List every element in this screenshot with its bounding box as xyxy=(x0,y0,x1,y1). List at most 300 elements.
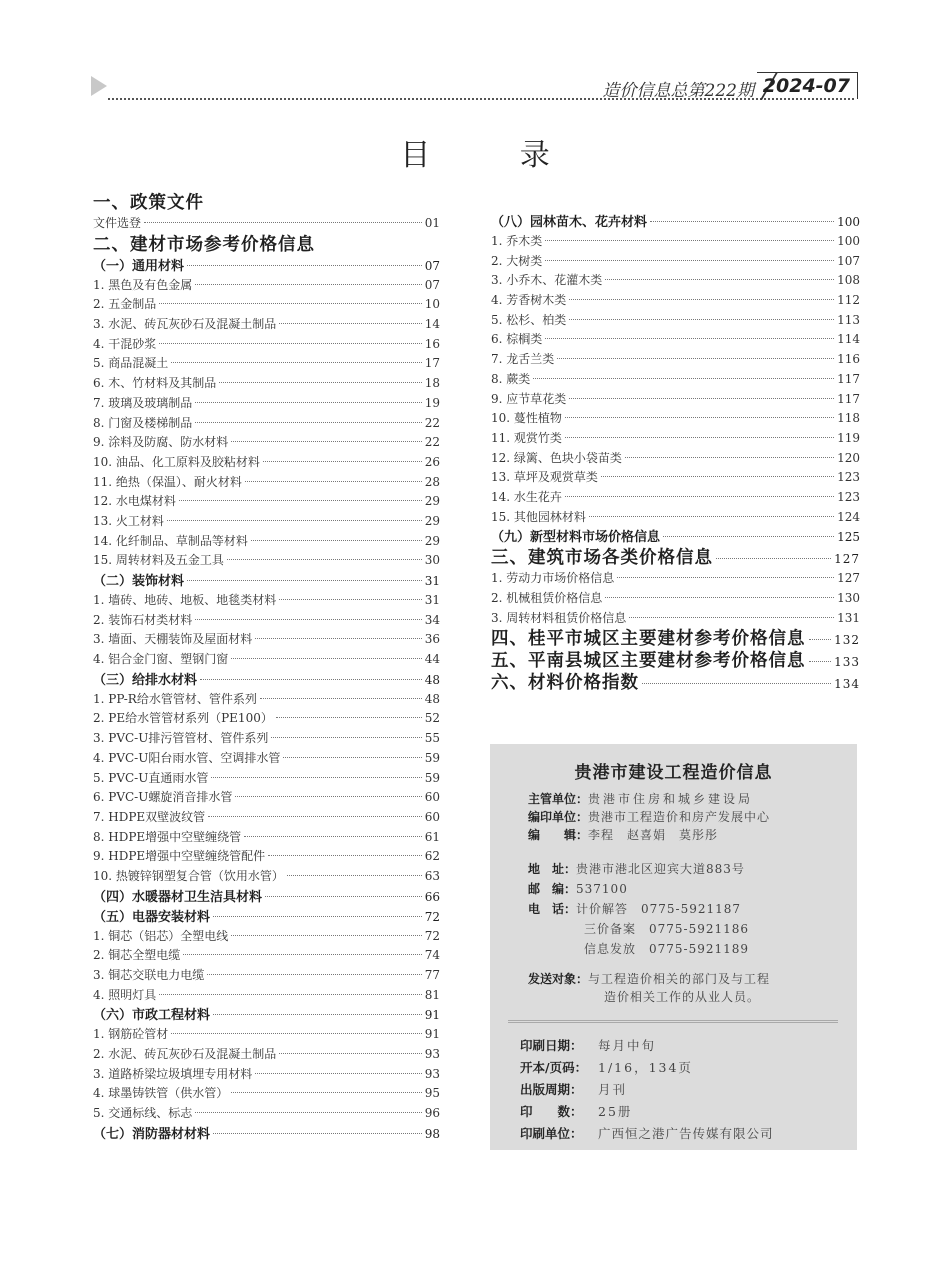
toc-page-number: 01 xyxy=(424,216,440,230)
toc-entry[interactable] xyxy=(93,492,440,512)
toc-entry[interactable] xyxy=(491,569,860,589)
toc-entry-label: 6. 棕榈类 xyxy=(491,332,543,347)
toc-entry[interactable] xyxy=(491,508,860,528)
toc-leader-dots xyxy=(533,378,834,379)
toc-leader-dots xyxy=(219,382,421,383)
toc-page-number: 131 xyxy=(837,610,860,625)
toc-entry[interactable] xyxy=(93,1065,440,1085)
toc-entry-label: （五）电器安装材料 xyxy=(93,909,211,925)
toc-entry-label: 文件选登 xyxy=(93,216,142,230)
toc-leader-dots xyxy=(545,260,834,261)
toc-entry[interactable] xyxy=(93,946,440,966)
postcode-row xyxy=(528,880,628,898)
toc-leader-dots xyxy=(208,816,422,817)
toc-entry-label: （二）装饰材料 xyxy=(93,574,185,589)
toc-leader-dots xyxy=(213,1014,422,1015)
toc-entry[interactable] xyxy=(93,276,440,296)
toc-entry-label: 10. 蔓性植物 xyxy=(491,411,562,426)
publication-title: 贵港市建设工程造价信息 xyxy=(574,763,773,783)
toc-page-number: 130 xyxy=(837,591,860,605)
toc-page-number: 60 xyxy=(424,809,440,824)
toc-leader-dots xyxy=(213,916,422,917)
toc-page-number: 36 xyxy=(424,632,440,647)
toc-page-number: 120 xyxy=(837,450,860,465)
toc-leader-dots xyxy=(279,323,421,324)
toc-leader-dots xyxy=(589,516,834,517)
toc-entry[interactable] xyxy=(93,729,440,749)
toc-page-number: 125 xyxy=(837,530,860,545)
toc-entry[interactable] xyxy=(93,986,440,1006)
print-date-label: 印刷日期： xyxy=(520,1038,583,1053)
editor-unit-label: 编印单位： xyxy=(528,810,589,824)
toc-entry-label: 1. 钢筋砼管材 xyxy=(93,1027,169,1042)
format-value: 1/16，134页 xyxy=(598,1060,693,1075)
toc-entry[interactable] xyxy=(93,1084,440,1104)
toc-entry-label: 2. 五金制品 xyxy=(93,297,157,312)
toc-page-number: 77 xyxy=(424,968,440,982)
toc-leader-dots xyxy=(545,240,834,241)
toc-entry[interactable] xyxy=(491,311,860,331)
postcode-value: 537100 xyxy=(576,882,628,896)
toc-leader-dots xyxy=(642,683,831,684)
toc-page-number: 14 xyxy=(424,317,440,332)
toc-page-number: 124 xyxy=(837,509,860,524)
toc-entry-label: 4. 芳香树木类 xyxy=(491,293,567,308)
editors-label: 编 辑： xyxy=(528,828,589,842)
toc-entry-label: 13. 草坪及观赏草类 xyxy=(491,470,598,485)
toc-page-number: 52 xyxy=(424,711,440,726)
toc-page-number: 91 xyxy=(424,1027,440,1042)
toc-entry[interactable] xyxy=(93,591,440,611)
toc-page-number: 123 xyxy=(837,470,860,485)
toc-page-number: 134 xyxy=(834,677,860,692)
toc-entry-label: 2. 装饰石材类材料 xyxy=(93,612,193,627)
toc-page-number: 07 xyxy=(424,258,440,273)
toc-entry-label: 4. 球墨铸铁管（供水管） xyxy=(93,1086,229,1101)
toc-entry-label: 9. 涂料及防腐、防水材料 xyxy=(93,435,229,450)
toc-entry[interactable] xyxy=(93,551,440,571)
toc-leader-dots xyxy=(159,343,421,344)
phone-label: 电 话： xyxy=(528,902,577,916)
toc-leader-dots xyxy=(231,935,421,936)
toc-page-number: 100 xyxy=(837,215,860,229)
toc-page-number: 107 xyxy=(837,253,860,268)
toc-entry-label: 1. 乔木类 xyxy=(491,234,543,248)
toc-leader-dots xyxy=(283,757,421,758)
toc-entry-label: 一、政策文件 xyxy=(93,193,204,213)
toc-leader-dots xyxy=(255,1073,421,1074)
toc-leader-dots xyxy=(251,540,422,541)
toc-leader-dots xyxy=(809,639,832,640)
toc-subsection-heading[interactable] xyxy=(93,256,440,276)
toc-entry[interactable] xyxy=(93,828,440,848)
toc-entry-label: 6. PVC-U螺旋消音排水管 xyxy=(93,790,233,805)
toc-entry-label: 7. HDPE双壁波纹管 xyxy=(93,809,206,824)
print-date-row xyxy=(520,1036,656,1056)
toc-page-number: 113 xyxy=(837,312,860,327)
toc-entry[interactable] xyxy=(93,394,440,414)
toc-entry-label: 15. 周转材料及五金工具 xyxy=(93,553,224,568)
toc-leader-dots xyxy=(663,536,834,537)
toc-leader-dots xyxy=(260,698,422,699)
toc-page-number: 07 xyxy=(424,277,440,292)
issue-date: 2024-07 xyxy=(762,75,850,97)
toc-entry[interactable] xyxy=(93,867,440,887)
toc-leader-dots xyxy=(569,319,834,320)
phone-line-1: 计价解答 0775-5921187 xyxy=(576,902,742,916)
toc-entry-label: 12. 水电煤材料 xyxy=(93,494,176,509)
toc-subsection-heading[interactable] xyxy=(93,571,440,591)
toc-leader-dots xyxy=(195,284,421,285)
toc-entry[interactable] xyxy=(93,315,440,335)
toc-page-number: 81 xyxy=(424,987,440,1002)
toc-entry[interactable] xyxy=(93,630,440,650)
toc-entry[interactable] xyxy=(93,788,440,808)
toc-entry-label: 4. 照明灯具 xyxy=(93,987,157,1002)
triangle-marker-icon xyxy=(91,76,107,96)
toc-leader-dots xyxy=(268,855,422,856)
toc-page-number: 62 xyxy=(424,849,440,864)
toc-entry[interactable] xyxy=(491,488,860,508)
toc-entry[interactable] xyxy=(491,330,860,350)
toc-section-heading[interactable] xyxy=(93,234,440,256)
toc-leader-dots xyxy=(716,558,831,559)
toc-entry-label: （三）给排水材料 xyxy=(93,672,198,688)
toc-entry[interactable] xyxy=(93,414,440,434)
period-value: 月刊 xyxy=(598,1082,628,1097)
toc-entry-label: 3. 道路桥梁垃圾填埋专用材料 xyxy=(93,1066,253,1081)
toc-page-number: 29 xyxy=(424,533,440,548)
address-value: 贵港市港北区迎宾大道883号 xyxy=(576,862,745,876)
toc-section-heading[interactable] xyxy=(491,650,860,672)
toc-leader-dots xyxy=(545,338,834,339)
toc-entry[interactable] xyxy=(93,473,440,493)
toc-page-number: 72 xyxy=(424,928,440,943)
toc-entry-label: 8. 蕨类 xyxy=(491,371,531,386)
toc-page-number: 29 xyxy=(424,494,440,509)
toc-entry[interactable] xyxy=(491,291,860,311)
toc-leader-dots xyxy=(167,520,422,521)
toc-entry[interactable] xyxy=(491,271,860,291)
toc-leader-dots xyxy=(605,597,834,598)
toc-page-number: 108 xyxy=(837,273,860,288)
toc-page-number: 22 xyxy=(424,435,440,450)
toc-entry-label: 5. 交通标线、标志 xyxy=(93,1106,193,1121)
toc-page-number: 44 xyxy=(424,652,440,667)
audience-line-2: 造价相关工作的从业人员。 xyxy=(604,990,761,1004)
toc-entry[interactable] xyxy=(93,335,440,355)
toc-entry-label: 1. 铜芯（铝芯）全塑电线 xyxy=(93,928,229,943)
toc-leader-dots xyxy=(245,481,422,482)
toc-leader-dots xyxy=(625,457,834,458)
toc-page-number: 118 xyxy=(837,411,860,426)
toc-leader-dots xyxy=(195,402,421,403)
toc-entry-label: 2. PE给水管管材系列（PE100） xyxy=(93,711,273,726)
toc-leader-dots xyxy=(179,500,422,501)
toc-leader-dots xyxy=(601,476,834,477)
toc-leader-dots xyxy=(565,496,834,497)
toc-page-number: 116 xyxy=(837,352,860,367)
toc-leader-dots xyxy=(569,299,834,300)
toc-entry[interactable] xyxy=(491,350,860,370)
toc-page-number: 48 xyxy=(424,691,440,706)
toc-page-number: 59 xyxy=(424,750,440,765)
toc-leader-dots xyxy=(227,559,422,560)
toc-page-number: 59 xyxy=(424,770,440,785)
format-label: 开本/页码： xyxy=(520,1060,588,1075)
toc-entry[interactable] xyxy=(93,769,440,789)
toc-entry[interactable] xyxy=(93,690,440,710)
toc-entry[interactable] xyxy=(93,927,440,947)
editors-row xyxy=(528,826,718,844)
address-row xyxy=(528,860,745,878)
toc-entry-label: （四）水暖器材卫生洁具材料 xyxy=(93,889,263,905)
toc-leader-dots xyxy=(255,638,421,639)
toc-leader-dots xyxy=(605,279,834,280)
toc-entry[interactable] xyxy=(93,1045,440,1065)
toc-page-number: 91 xyxy=(424,1008,440,1023)
toc-section-heading[interactable] xyxy=(491,628,860,650)
toc-entry-label: 11. 绝热（保温）、耐火材料 xyxy=(93,474,242,489)
toc-page-number: 100 xyxy=(837,234,860,248)
toc-entry-label: 6. 木、竹材料及其制品 xyxy=(93,376,217,391)
toc-entry-label: 3. 铜芯交联电力电缆 xyxy=(93,968,205,982)
toc-entry[interactable] xyxy=(93,709,440,729)
phone-line-2: 三价备案 0775-5921186 xyxy=(584,922,750,936)
toc-page-number: 31 xyxy=(424,593,440,607)
toc-leader-dots xyxy=(617,577,834,578)
toc-subsection-heading[interactable] xyxy=(93,907,440,927)
toc-entry-label: 9. 应节草花类 xyxy=(491,391,567,406)
toc-entry-label: 六、材料价格指数 xyxy=(491,673,639,694)
toc-subsection-heading[interactable] xyxy=(93,1124,440,1144)
toc-page-number: 17 xyxy=(424,356,440,371)
phone-line-3: 信息发放 0775-5921189 xyxy=(584,942,750,956)
toc-entry[interactable] xyxy=(93,354,440,374)
toc-entry-label: 1. 黑色及有色金属 xyxy=(93,277,193,292)
toc-page-number: 112 xyxy=(837,293,860,308)
audience-line-1: 与工程造价相关的部门及与工程 xyxy=(588,972,771,986)
page-title: 目 录 xyxy=(400,138,590,173)
printer-value: 广西恒之港广告传媒有限公司 xyxy=(598,1126,774,1141)
toc-entry-label: 15. 其他园林材料 xyxy=(491,509,586,524)
toc-page-number: 60 xyxy=(424,790,440,805)
toc-entry-label: 8. 门窗及楼梯制品 xyxy=(93,415,193,430)
publication-info-box xyxy=(490,744,857,1150)
toc-leader-dots xyxy=(244,836,422,837)
toc-entry-label: 11. 观赏竹类 xyxy=(491,430,562,445)
toc-subsection-heading[interactable] xyxy=(491,527,860,547)
toc-page-number: 34 xyxy=(424,612,440,627)
address-label: 地 址： xyxy=(528,862,577,876)
info-divider xyxy=(508,1020,838,1023)
toc-entry-label: （七）消防器材材料 xyxy=(93,1126,211,1142)
toc-entry[interactable] xyxy=(93,650,440,670)
toc-entry-label: 4. 干混砂浆 xyxy=(93,336,157,351)
toc-entry-label: 3. 水泥、砖瓦灰砂石及混凝土制品 xyxy=(93,317,277,332)
toc-leader-dots xyxy=(231,441,421,442)
toc-page-number: 55 xyxy=(424,731,440,746)
printer-label: 印刷单位： xyxy=(520,1126,583,1141)
toc-page-number: 133 xyxy=(834,655,860,670)
toc-subsection-heading[interactable] xyxy=(93,1005,440,1025)
toc-entry[interactable] xyxy=(93,847,440,867)
toc-leader-dots xyxy=(263,461,422,462)
toc-leader-dots xyxy=(183,954,421,955)
toc-entry[interactable] xyxy=(491,589,860,609)
toc-entry[interactable] xyxy=(491,429,860,449)
toc-leader-dots xyxy=(557,358,834,359)
toc-entry-label: 10. 油品、化工原料及胶粘材料 xyxy=(93,454,260,469)
editor-unit-value: 贵港市工程造价和房产发展中心 xyxy=(588,810,771,824)
toc-entry-label: （六）市政工程材料 xyxy=(93,1008,211,1024)
toc-page-number: 16 xyxy=(424,336,440,351)
toc-section-heading[interactable] xyxy=(491,547,860,569)
toc-page-number: 93 xyxy=(424,1066,440,1081)
toc-page-number: 48 xyxy=(424,672,440,687)
toc-page-number: 31 xyxy=(424,574,440,588)
phone-row xyxy=(528,900,741,918)
toc-leader-dots xyxy=(187,265,422,266)
toc-entry-label: 8. HDPE增强中空壁缠绕管 xyxy=(93,829,242,844)
toc-entry[interactable] xyxy=(93,749,440,769)
toc-leader-dots xyxy=(171,362,421,363)
toc-leader-dots xyxy=(271,737,421,738)
toc-leader-dots xyxy=(144,222,422,223)
toc-entry-label: 7. 玻璃及玻璃制品 xyxy=(93,395,193,410)
toc-entry-label: 13. 火工材料 xyxy=(93,513,164,528)
toc-entry[interactable] xyxy=(491,609,860,629)
toc-leader-dots xyxy=(211,777,421,778)
toc-entry[interactable] xyxy=(93,214,440,234)
toc-leader-dots xyxy=(200,679,422,680)
toc-entry-label: 二、建材市场参考价格信息 xyxy=(93,234,315,255)
editor-unit-row xyxy=(528,808,770,826)
toc-entry[interactable] xyxy=(93,1104,440,1124)
toc-entry[interactable] xyxy=(93,808,440,828)
toc-entry[interactable] xyxy=(491,390,860,410)
toc-entry-label: 10. 热镀锌钢塑复合管（饮用水管） xyxy=(93,868,284,883)
toc-page-number: 114 xyxy=(837,332,860,347)
toc-leader-dots xyxy=(231,658,421,659)
toc-page-number: 96 xyxy=(424,1106,440,1121)
toc-entry[interactable] xyxy=(491,409,860,429)
toc-entry[interactable] xyxy=(491,252,860,272)
toc-leader-dots xyxy=(565,417,834,418)
toc-page-number: 127 xyxy=(834,552,860,567)
toc-page-number: 119 xyxy=(837,430,860,445)
toc-entry[interactable] xyxy=(93,532,440,552)
toc-entry-label: 3. 小乔木、花灌木类 xyxy=(491,273,603,288)
postcode-label: 邮 编： xyxy=(528,882,577,896)
toc-page-number: 61 xyxy=(424,829,440,844)
toc-entry[interactable] xyxy=(491,232,860,252)
toc-leader-dots xyxy=(159,303,421,304)
printer-row xyxy=(520,1124,774,1144)
toc-entry[interactable] xyxy=(491,449,860,469)
toc-entry-label: 14. 水生花卉 xyxy=(491,489,562,504)
toc-page-number: 74 xyxy=(424,948,440,963)
toc-page-number: 63 xyxy=(424,868,440,883)
toc-entry-label: 4. 铝合金门窗、塑钢门窗 xyxy=(93,652,229,667)
toc-entry-label: （九）新型材料市场价格信息 xyxy=(491,530,661,546)
toc-leader-dots xyxy=(565,437,834,438)
toc-entry-label: 9. HDPE增强中空壁缠绕管配件 xyxy=(93,849,266,864)
toc-leader-dots xyxy=(171,1033,421,1034)
toc-leader-dots xyxy=(287,875,422,876)
toc-section-heading[interactable] xyxy=(491,672,860,694)
toc-subsection-heading[interactable] xyxy=(93,670,440,690)
toc-page-number: 98 xyxy=(424,1126,440,1141)
toc-entry[interactable] xyxy=(93,611,440,631)
toc-entry-label: 5. 商品混凝土 xyxy=(93,356,169,371)
toc-entry[interactable] xyxy=(93,453,440,473)
toc-entry-label: 2. 机械租赁价格信息 xyxy=(491,591,603,605)
toc-entry[interactable] xyxy=(93,295,440,315)
toc-entry-label: 3. 墙面、天棚装饰及屋面材料 xyxy=(93,632,253,647)
toc-entry-label: （八）园林苗木、花卉材料 xyxy=(491,215,648,230)
toc-leader-dots xyxy=(213,1133,422,1134)
toc-entry-label: 3. PVC-U排污管管材、管件系列 xyxy=(93,731,269,746)
toc-leader-dots xyxy=(809,661,832,662)
toc-page-number: 117 xyxy=(837,371,860,386)
toc-entry[interactable] xyxy=(93,966,440,986)
toc-entry[interactable] xyxy=(491,468,860,488)
toc-leader-dots xyxy=(159,994,421,995)
toc-page-number: 18 xyxy=(424,376,440,391)
page-header xyxy=(0,0,950,110)
toc-page-number: 19 xyxy=(424,395,440,410)
toc-entry-label: 4. PVC-U阳台雨水管、空调排水管 xyxy=(93,750,281,765)
audience-label: 发送对象： xyxy=(528,972,589,986)
toc-leader-dots xyxy=(569,398,834,399)
toc-entry[interactable] xyxy=(491,370,860,390)
sponsor-label: 主管单位： xyxy=(528,792,589,806)
issue-number: 造价信息总第222期 xyxy=(602,81,754,101)
toc-leader-dots xyxy=(279,1053,421,1054)
toc-entry-label: 14. 化纤制品、草制品等材料 xyxy=(93,533,248,548)
toc-entry[interactable] xyxy=(93,1025,440,1045)
toc-page-number: 22 xyxy=(424,415,440,430)
copies-label: 印 数： xyxy=(520,1104,583,1119)
toc-entry-label: 1. PP-R给水管管材、管件系列 xyxy=(93,691,257,706)
toc-entry-label: 五、平南县城区主要建材参考价格信息 xyxy=(491,651,806,672)
toc-page-number: 93 xyxy=(424,1047,440,1062)
toc-entry-label: 2. 铜芯全塑电缆 xyxy=(93,948,181,963)
toc-page-number: 10 xyxy=(424,297,440,312)
toc-leader-dots xyxy=(231,1092,421,1093)
toc-entry[interactable] xyxy=(93,374,440,394)
toc-page-number: 132 xyxy=(834,633,860,648)
toc-subsection-heading[interactable] xyxy=(491,212,860,232)
toc-leader-dots xyxy=(207,974,421,975)
toc-entry-label: 12. 绿篱、色块小袋苗类 xyxy=(491,450,622,465)
toc-leader-dots xyxy=(195,422,421,423)
toc-subsection-heading[interactable] xyxy=(93,887,440,907)
toc-entry[interactable] xyxy=(93,433,440,453)
toc-leader-dots xyxy=(195,619,421,620)
toc-entry-label: 三、建筑市场各类价格信息 xyxy=(491,548,713,569)
toc-section-heading[interactable] xyxy=(93,192,440,214)
toc-page-number: 95 xyxy=(424,1086,440,1101)
copies-row xyxy=(520,1102,632,1122)
toc-page-number: 26 xyxy=(424,454,440,469)
sponsor-row xyxy=(528,790,753,808)
toc-page-number: 30 xyxy=(424,553,440,568)
editors-value: 李程 赵喜娟 莫彤彤 xyxy=(588,828,719,842)
format-row xyxy=(520,1058,693,1078)
toc-entry[interactable] xyxy=(93,512,440,532)
